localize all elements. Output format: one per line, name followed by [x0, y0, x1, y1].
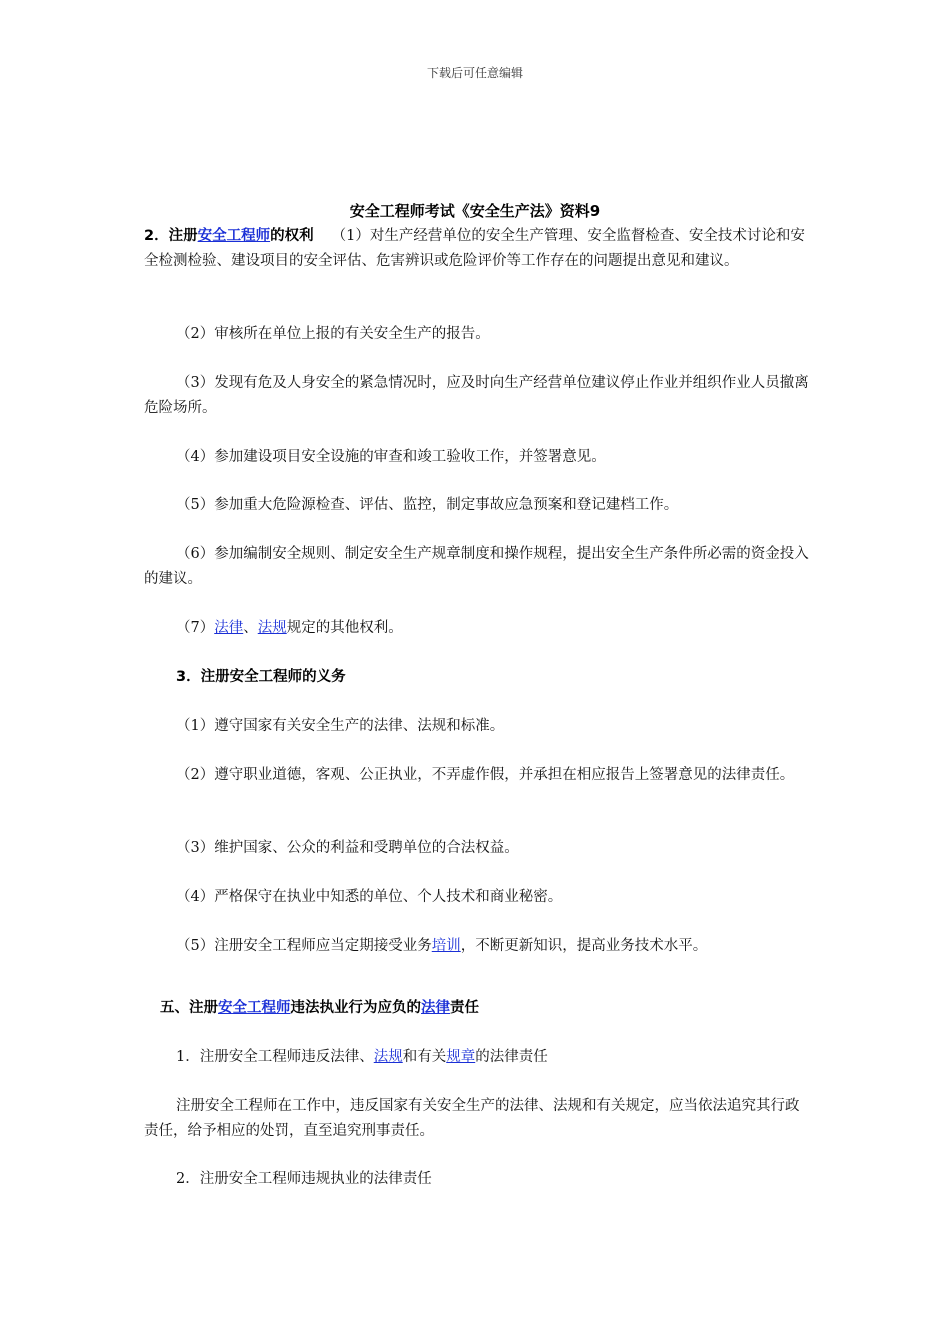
duties-heading: 3．注册安全工程师的义务 — [176, 669, 346, 685]
rights-item-2: （2）审核所在单位上报的有关安全生产的报告。 — [176, 326, 490, 342]
training-link[interactable]: 培训 — [431, 938, 461, 954]
law-link[interactable]: 法律 — [214, 620, 244, 636]
duties-item-4: （4）严格保守在执业中知悉的单位、个人技术和商业秘密。 — [176, 889, 563, 905]
regulation-link-2[interactable]: 法规 — [373, 1049, 403, 1065]
rights-item-4: （4）参加建设项目安全设施的审查和竣工验收工作，并签署意见。 — [176, 449, 606, 465]
duties-item-2: （2）遵守职业道德，客观、公正执业，不弄虚作假，并承担在相应报告上签署意见的法律责任。 — [176, 767, 795, 783]
safety-engineer-link-2[interactable]: 安全工程师 — [218, 1000, 291, 1016]
rules-link[interactable]: 规章 — [446, 1049, 476, 1065]
duties-item-3: （3）维护国家、公众的利益和受聘单位的合法权益。 — [176, 840, 519, 856]
rights-first-paragraph — [144, 224, 810, 274]
safety-engineer-link[interactable]: 安全工程师 — [197, 228, 271, 244]
regulation-link[interactable]: 法规 — [257, 620, 287, 636]
law-link-2[interactable]: 法律 — [421, 1000, 450, 1016]
rights-item-5: （5）参加重大危险源检查、评估、监控，制定事故应急预案和登记建档工作。 — [176, 497, 679, 513]
rights-item-7: （7）法律、法规规定的其他权利。 — [176, 620, 403, 636]
section5-heading: 五、注册安全工程师违法执业行为应负的法律责任 — [160, 1000, 479, 1016]
rights-item-3: （3）发现有危及人身安全的紧急情况时，应及时向生产经营单位建议停止作业并组织作业人员撤离危险场所。 — [144, 375, 809, 416]
rights-item-6: （6）参加编制安全规则、制定安全生产规章制度和操作规程，提出安全生产条件所必需的资金投入的建议。 — [144, 546, 809, 587]
duties-item-1: （1）遵守国家有关安全生产的法律、法规和标准。 — [176, 718, 505, 734]
section5-subheading-1: 1．注册安全工程师违反法律、法规和有关规章的法律责任 — [176, 1049, 548, 1065]
section5-subheading-2: 2．注册安全工程师违规执业的法律责任 — [176, 1171, 432, 1187]
rights-heading: 2．注册安全工程师的权利 — [144, 228, 314, 244]
document-title: 安全工程师考试《安全生产法》资料9 — [349, 202, 601, 220]
section5-paragraph-1: 注册安全工程师在工作中，违反国家有关安全生产的法律、法规和有关规定，应当依法追究其行政责任，给予相应的处罚，直至追究刑事责任。 — [144, 1098, 800, 1139]
duties-item-5: （5）注册安全工程师应当定期接受业务培训，不断更新知识，提高业务技术水平。 — [176, 938, 708, 954]
page-header: 下载后可任意编辑 — [426, 66, 523, 80]
rights-item-1: （1）对生产经营单位的安全生产管理、安全监督检查、安全技术讨论和安全检测检验、建设项目的安全评估、危害辨识或危险评价等工作存在的问题提出意见和建议。 — [144, 228, 805, 269]
